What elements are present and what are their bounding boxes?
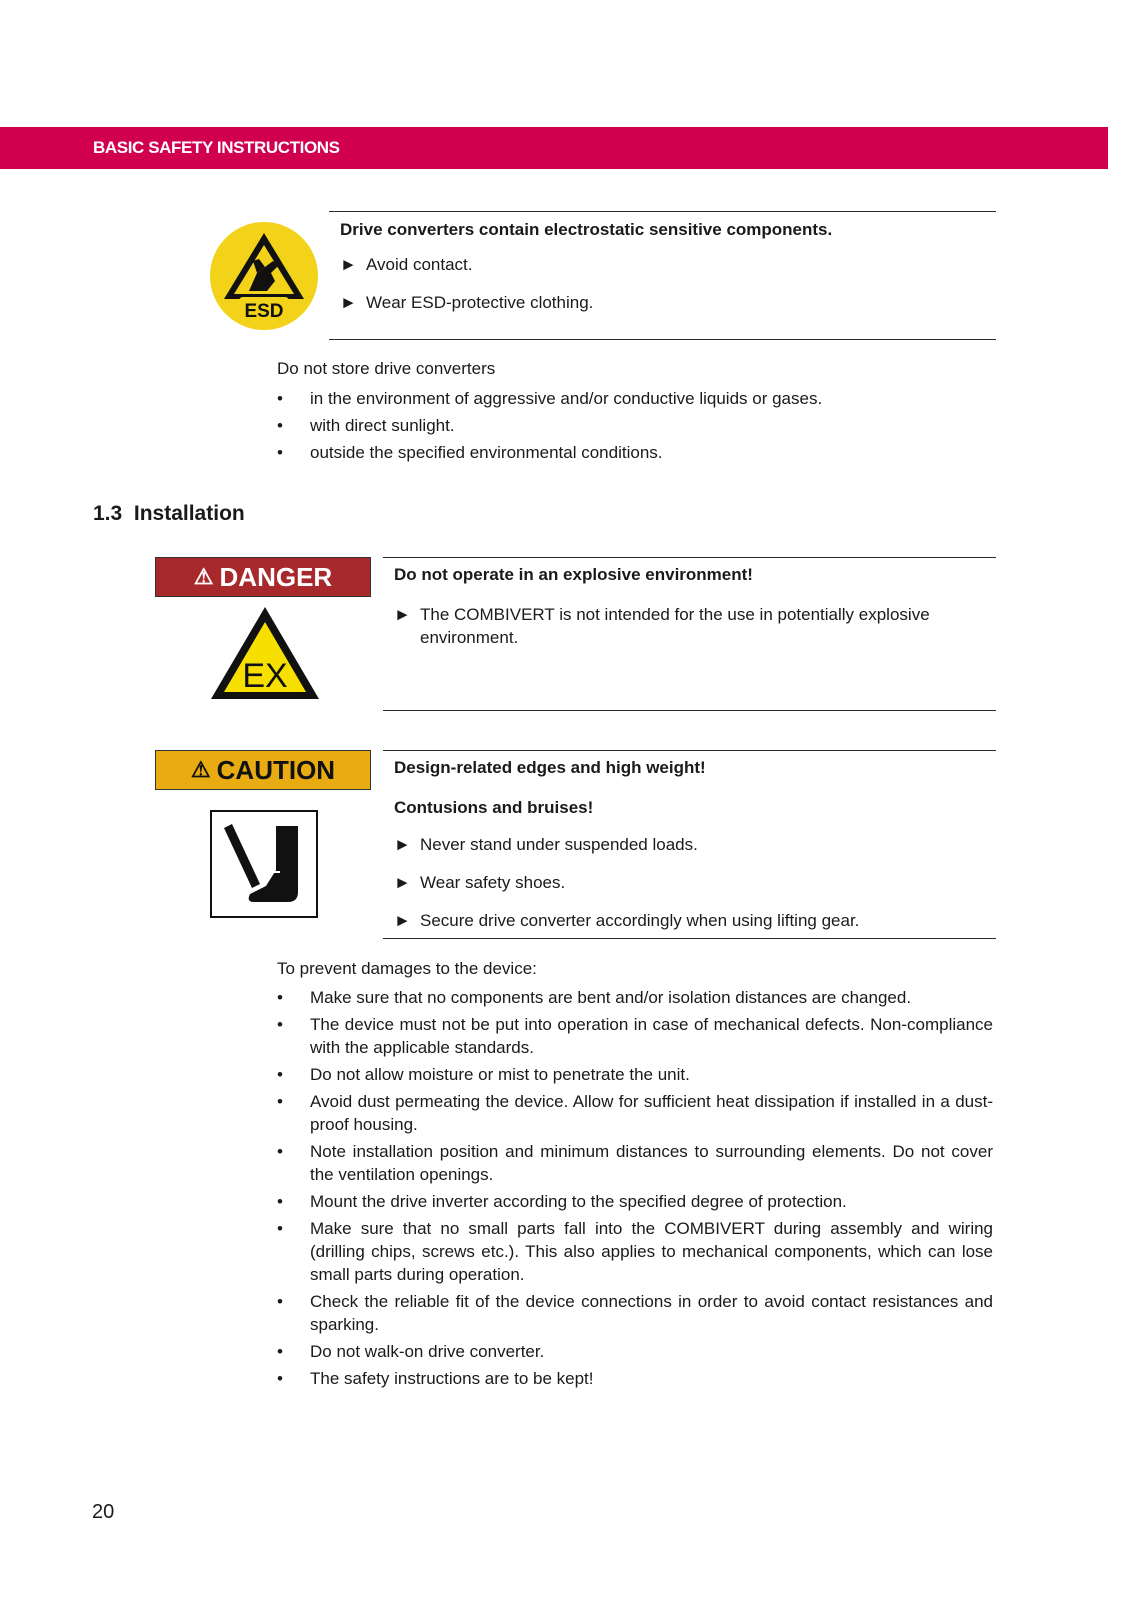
- caution-subtitle: Contusions and bruises!: [394, 798, 594, 817]
- esd-bottom-rule: [329, 339, 996, 340]
- list-item: • Make sure that no small parts fall into the COMBIVERT during assembly and wiring (drilling chips, screws etc.). This also applies to mechanical components, which can lose small parts during operation.: [277, 1219, 993, 1284]
- list-item: • The safety instructions are to be kept!: [277, 1369, 594, 1388]
- storage-intro: Do not store drive converters: [277, 359, 496, 378]
- caution-item: ► Secure drive converter accordingly when using lifting gear.: [394, 911, 860, 930]
- list-item: • in the environment of aggressive and/or conductive liquids or gases.: [277, 389, 823, 408]
- caution-signal-word: CAUTION: [216, 754, 336, 785]
- prevention-intro: To prevent damages to the device:: [277, 959, 537, 978]
- arrow-right-icon: ►: [394, 911, 411, 930]
- list-item: • Do not walk-on drive converter.: [277, 1342, 545, 1361]
- warning-triangle-icon: ⚠: [193, 564, 214, 589]
- arrow-right-icon: ►: [394, 873, 411, 892]
- danger-title: Do not operate in an explosive environment!: [394, 565, 753, 584]
- list-item: • Avoid dust permeating the device. Allow for sufficient heat dissipation if installed in a dust-proof housing.: [277, 1092, 993, 1134]
- section-title: Installation: [133, 502, 245, 525]
- section-number: 1.3: [93, 502, 123, 525]
- list-item: • Check the reliable fit of the device connections in order to avoid contact resistances and sparking.: [277, 1292, 993, 1334]
- esd-title: Drive converters contain electrostatic sensitive components.: [340, 220, 833, 239]
- arrow-right-icon: ►: [394, 835, 411, 854]
- list-item: • with direct sunlight.: [277, 416, 455, 435]
- esd-item: ► Wear ESD-protective clothing.: [340, 293, 594, 312]
- list-item: • The device must not be put into operation in case of mechanical defects. Non-compliance with the applicable standards.: [277, 1015, 993, 1057]
- list-item: • Mount the drive inverter according to the specified degree of protection.: [277, 1192, 847, 1211]
- esd-warning-icon: [209, 221, 319, 331]
- list-item: • outside the specified environmental conditions.: [277, 443, 663, 462]
- header-title: BASIC SAFETY INSTRUCTIONS: [93, 138, 340, 157]
- header-bar: [0, 127, 1108, 169]
- list-item: • Do not allow moisture or mist to penetrate the unit.: [277, 1065, 690, 1084]
- section-heading: [93, 502, 245, 526]
- foot-crush-icon: [210, 810, 318, 918]
- danger-signal-word: DANGER: [219, 561, 333, 592]
- danger-top-rule: [383, 557, 996, 558]
- caution-title: Design-related edges and high weight!: [394, 758, 706, 777]
- esd-top-rule: [329, 211, 996, 212]
- list-item: • Note installation position and minimum distances to surrounding elements. Do not cover the ventilation openings.: [277, 1142, 993, 1184]
- page-number: 20: [92, 1501, 115, 1523]
- caution-item: ► Never stand under suspended loads.: [394, 835, 698, 854]
- arrow-right-icon: ►: [394, 605, 411, 624]
- caution-bottom-rule: [383, 938, 996, 939]
- explosive-atmosphere-icon: [209, 605, 321, 701]
- esd-badge-text: ESD: [244, 301, 284, 322]
- esd-item: ► Avoid contact.: [340, 255, 473, 274]
- danger-item-continuation: environment.: [420, 628, 519, 647]
- caution-item: ► Wear safety shoes.: [394, 873, 566, 892]
- danger-bottom-rule: [383, 710, 996, 711]
- danger-item: ► The COMBIVERT is not intended for the use in potentially explosive: [394, 605, 930, 624]
- warning-triangle-icon: ⚠: [190, 757, 211, 782]
- caution-signal-box: [155, 750, 371, 790]
- arrow-right-icon: ►: [340, 293, 357, 312]
- danger-signal-box: [155, 557, 371, 597]
- caution-top-rule: [383, 750, 996, 751]
- explosive-symbol-text: EX: [242, 657, 288, 695]
- list-item: • Make sure that no components are bent and/or isolation distances are changed.: [277, 988, 912, 1007]
- arrow-right-icon: ►: [340, 255, 357, 274]
- storage-list: [277, 387, 993, 464]
- prevention-list: [277, 986, 993, 1390]
